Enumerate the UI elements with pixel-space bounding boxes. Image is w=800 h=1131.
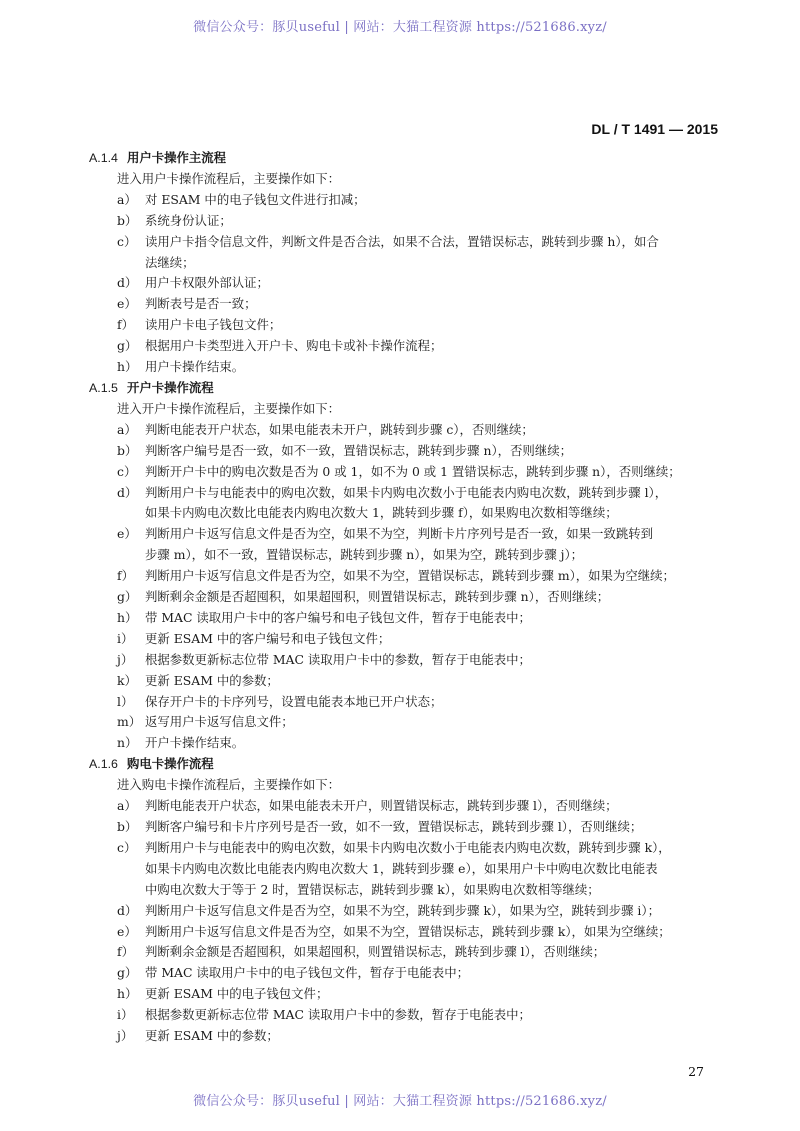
section-heading (89, 378, 724, 399)
list-item-text: 判断剩余金额是否超囤积，如果超囤积，则置错误标志，跳转到步骤 n），否则继续； (145, 589, 610, 605)
watermark-top: 微信公众号：豚贝useful | 网站：大猫工程资源 https://521686.xyz/ (193, 20, 607, 35)
list-marker: c） (117, 463, 137, 479)
list-marker: k） (117, 672, 137, 688)
list-marker: l） (117, 693, 134, 709)
list-item-text: 根据用户卡类型进入开户卡、购电卡或补卡操作流程； (145, 338, 443, 354)
list-item-text: 更新 ESAM 中的参数； (145, 1028, 279, 1044)
list-item (89, 462, 724, 483)
list-item (89, 1026, 724, 1047)
list-item (89, 566, 724, 587)
list-marker: b） (117, 442, 138, 458)
list-item (89, 441, 724, 462)
list-item (89, 963, 724, 984)
list-item (89, 817, 724, 838)
list-item-text: 法继续； (145, 254, 195, 270)
list-marker: h） (117, 609, 138, 625)
list-item (89, 1005, 724, 1026)
list-item-text: 读用户卡电子钱包文件； (145, 317, 282, 333)
list-item (89, 336, 724, 357)
section-intro: 进入开户卡操作流程后，主要操作如下： (117, 400, 341, 416)
list-marker: a） (117, 421, 137, 437)
list-item-text: 判断客户编号是否一致，如不一致，置错误标志，跳转到步骤 n），否则继续； (145, 442, 572, 458)
list-item (89, 942, 724, 963)
section-title: 购电卡操作流程 (126, 756, 214, 772)
list-marker: b） (117, 819, 138, 834)
list-item-text: 判断用户卡返写信息文件是否为空，如果不为空，跳转到步骤 k），如果为空，跳转到步骤 i）； (145, 902, 660, 918)
list-item-text: 开户卡操作结束。 (145, 735, 245, 751)
watermark-bottom: 微信公众号：豚贝useful | 网站：大猫工程资源 https://521686.xyz/ (193, 1094, 607, 1109)
list-item-text: 判断客户编号和卡片序列号是否一致，如不一致，置错误标志，跳转到步骤 l），否则继续； (145, 819, 643, 834)
list-item-text: 判断用户卡返写信息文件是否为空，如果不为空，置错误标志，跳转到步骤 m），如果为空继续； (145, 568, 675, 584)
list-item-text: 更新 ESAM 中的客户编号和电子钱包文件； (145, 630, 391, 646)
list-item (89, 420, 724, 441)
list-item-text: 判断用户卡与电能表中的购电次数，如果卡内购电次数小于电能表内购电次数，跳转到步骤 k）， (145, 839, 671, 855)
list-item-text: 带 MAC 读取用户卡中的电子钱包文件，暂存于电能表中； (145, 965, 469, 981)
list-marker: f） (117, 944, 134, 960)
list-marker: a） (117, 191, 137, 207)
list-marker: f） (117, 317, 134, 333)
list-marker: i） (117, 1007, 134, 1023)
list-item-text: 判断电能表开户状态，如果电能表未开户，则置错误标志，跳转到步骤 l），否则继续； (145, 798, 618, 814)
list-item (89, 211, 724, 232)
document-id: DL / T 1491 — 2015 (591, 121, 718, 137)
list-marker: g） (117, 589, 138, 605)
list-item-text: 返写用户卡返写信息文件； (145, 714, 294, 730)
document-body (89, 148, 724, 1047)
list-marker: e） (117, 526, 137, 542)
list-item (89, 901, 724, 922)
list-item-text: 用户卡权限外部认证； (145, 275, 269, 291)
list-marker: h） (117, 359, 138, 375)
list-marker: g） (117, 338, 138, 354)
list-item-text: 系统身份认证； (145, 212, 232, 228)
list-item-text: 中购电次数大于等于 2 时，置错误标志，跳转到步骤 k），如果购电次数相等继续； (145, 881, 600, 897)
list-item (89, 796, 724, 817)
list-item-text: 更新 ESAM 中的电子钱包文件； (145, 986, 329, 1002)
list-item (89, 524, 724, 566)
list-item (89, 838, 724, 901)
section-heading (89, 754, 724, 775)
list-item-text: 读用户卡指令信息文件，判断文件是否合法，如果不合法，置错误标志，跳转到步骤 h），如合 (145, 233, 659, 249)
list-item (89, 692, 724, 713)
list-marker: d） (117, 902, 138, 918)
section-heading (89, 148, 724, 169)
list-item-text: 判断用户卡与电能表中的购电次数，如果卡内购电次数小于电能表内购电次数，跳转到步骤 l）， (145, 484, 668, 500)
list-item-text: 如果卡内购电次数比电能表内购电次数大 1，跳转到步骤 e），如果用户卡中购电次数比电能表 (145, 860, 658, 876)
list-marker: i） (117, 630, 134, 646)
section-number: A.1.4 (89, 151, 118, 165)
list-item-text: 步骤 m），如不一致，置错误标志，跳转到步骤 n），如果为空，跳转到步骤 j）； (145, 547, 584, 563)
list-marker: n） (117, 735, 138, 751)
section-number: A.1.5 (89, 380, 118, 395)
list-item-text: 带 MAC 读取用户卡中的客户编号和电子钱包文件，暂存于电能表中； (145, 609, 531, 625)
list-item (89, 733, 724, 754)
list-item-text: 对 ESAM 中的电子钱包文件进行扣减； (145, 191, 366, 207)
list-item-text: 用户卡操作结束。 (145, 359, 245, 375)
section-intro: 进入购电卡操作流程后，主要操作如下： (117, 777, 341, 793)
list-item (89, 587, 724, 608)
section-title: 开户卡操作流程 (126, 379, 214, 395)
list-item-text: 判断用户卡返写信息文件是否为空，如果不为空，置错误标志，跳转到步骤 k），如果为空继续； (145, 923, 671, 939)
list-marker: b） (117, 212, 138, 228)
list-marker: j） (117, 1028, 134, 1044)
list-item-text: 判断电能表开户状态，如果电能表未开户，跳转到步骤 c），否则继续； (145, 421, 534, 437)
list-item (89, 483, 724, 525)
list-item (89, 671, 724, 692)
list-item-text: 判断开户卡中的购电次数是否为 0 或 1，如不为 0 或 1 置错误标志，跳转到步骤 n），否则继续； (145, 463, 681, 479)
list-item (89, 294, 724, 315)
list-item (89, 273, 724, 294)
list-item (89, 315, 724, 336)
page-number: 27 (688, 1064, 704, 1079)
list-marker: m） (117, 714, 142, 730)
list-item (89, 712, 724, 733)
list-item-text: 根据参数更新标志位带 MAC 读取用户卡中的参数，暂存于电能表中； (145, 1007, 531, 1023)
list-marker: e） (117, 923, 137, 939)
list-item (89, 357, 724, 378)
list-item (89, 608, 724, 629)
list-item (89, 190, 724, 211)
list-marker: c） (117, 839, 137, 855)
list-marker: f） (117, 568, 134, 584)
list-item (89, 984, 724, 1005)
list-item-text: 判断用户卡返写信息文件是否为空，如果不为空，判断卡片序列号是否一致，如果一致跳转到 (145, 526, 654, 542)
section-intro: 进入用户卡操作流程后，主要操作如下： (117, 170, 341, 186)
list-item-text: 判断剩余金额是否超囤积，如果超囤积，则置错误标志，跳转到步骤 l），否则继续； (145, 944, 606, 960)
list-item-text: 更新 ESAM 中的参数； (145, 672, 279, 688)
section-title: 用户卡操作主流程 (126, 150, 227, 165)
list-marker: j） (117, 651, 134, 667)
list-marker: c） (117, 233, 137, 249)
list-item (89, 232, 724, 274)
list-item-text: 保存开户卡的卡序列号，设置电能表本地已开户状态； (145, 693, 443, 709)
list-marker: e） (117, 296, 137, 312)
list-marker: g） (117, 965, 138, 981)
list-item-text: 根据参数更新标志位带 MAC 读取用户卡中的参数，暂存于电能表中； (145, 651, 531, 667)
list-item (89, 922, 724, 943)
list-marker: d） (117, 275, 138, 291)
list-item-text: 判断表号是否一致； (145, 296, 257, 312)
list-item (89, 650, 724, 671)
list-item (89, 629, 724, 650)
section-number: A.1.6 (89, 757, 118, 772)
list-marker: d） (117, 484, 138, 500)
list-item-text: 如果卡内购电次数比电能表内购电次数大 1，跳转到步骤 f），如果购电次数相等继续； (145, 505, 618, 521)
list-marker: a） (117, 798, 137, 814)
list-marker: h） (117, 986, 138, 1002)
